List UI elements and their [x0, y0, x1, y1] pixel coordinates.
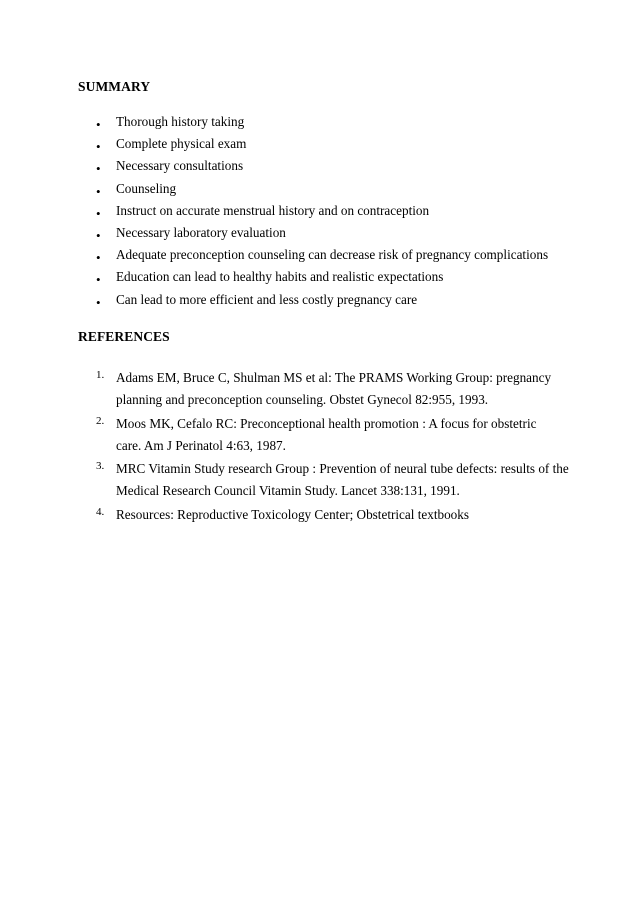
reference-line: planning and preconception counseling. Obstet Gynecol 82:955, 1993. — [116, 392, 489, 407]
bullet-icon: • — [96, 183, 101, 199]
bullet-icon: • — [96, 294, 101, 310]
bullet-icon: • — [96, 161, 101, 177]
reference-number: 1. — [96, 369, 105, 381]
bullet-icon: • — [96, 250, 101, 266]
references-heading: REFERENCES — [78, 329, 170, 344]
reference-text — [116, 413, 566, 457]
reference-line: Adams EM, Bruce C, Shulman MS et al: The PRAMS Working Group: pregnancy — [116, 370, 552, 385]
summary-item-text: Education can lead to healthy habits and realistic expectations — [116, 269, 444, 285]
bullet-icon: • — [96, 227, 101, 243]
summary-item-text: Instruct on accurate menstrual history and on contraception — [116, 202, 430, 218]
summary-item-text: Necessary consultations — [116, 158, 244, 174]
reference-text — [116, 458, 569, 502]
summary-item-text: Adequate preconception counseling can decrease risk of pregnancy complications — [116, 247, 549, 263]
reference-line: care. Am J Perinatol 4:63, 1987. — [116, 437, 286, 453]
reference-text — [116, 367, 566, 411]
reference-number: 4. — [96, 505, 105, 518]
summary-item-text: Can lead to more efficient and less costly pregnancy care — [116, 291, 418, 307]
reference-text — [116, 504, 566, 526]
bullet-icon: • — [96, 139, 101, 155]
summary-item-text: Complete physical exam — [116, 136, 247, 152]
reference-line: MRC Vitamin Study research Group : Prevention of neural tube defects: results of the — [116, 461, 569, 476]
bullet-icon: • — [96, 205, 101, 221]
reference-line: Medical Research Council Vitamin Study. Lancet 338:131, 1991. — [116, 483, 460, 498]
bullet-icon: • — [96, 117, 101, 132]
reference-line: Moos MK, Cefalo RC: Preconceptional health promotion : A focus for obstetric — [116, 415, 537, 431]
reference-line: Resources: Reproductive Toxicology Center; Obstetrical textbooks — [116, 506, 469, 522]
reference-number: 3. — [96, 460, 105, 472]
reference-number: 2. — [96, 414, 105, 427]
summary-item-text: Necessary laboratory evaluation — [116, 224, 286, 240]
summary-item-text: Counseling — [116, 180, 177, 196]
summary-item-text: Thorough history taking — [116, 114, 245, 129]
summary-heading: SUMMARY — [78, 79, 151, 94]
bullet-icon: • — [96, 272, 101, 288]
